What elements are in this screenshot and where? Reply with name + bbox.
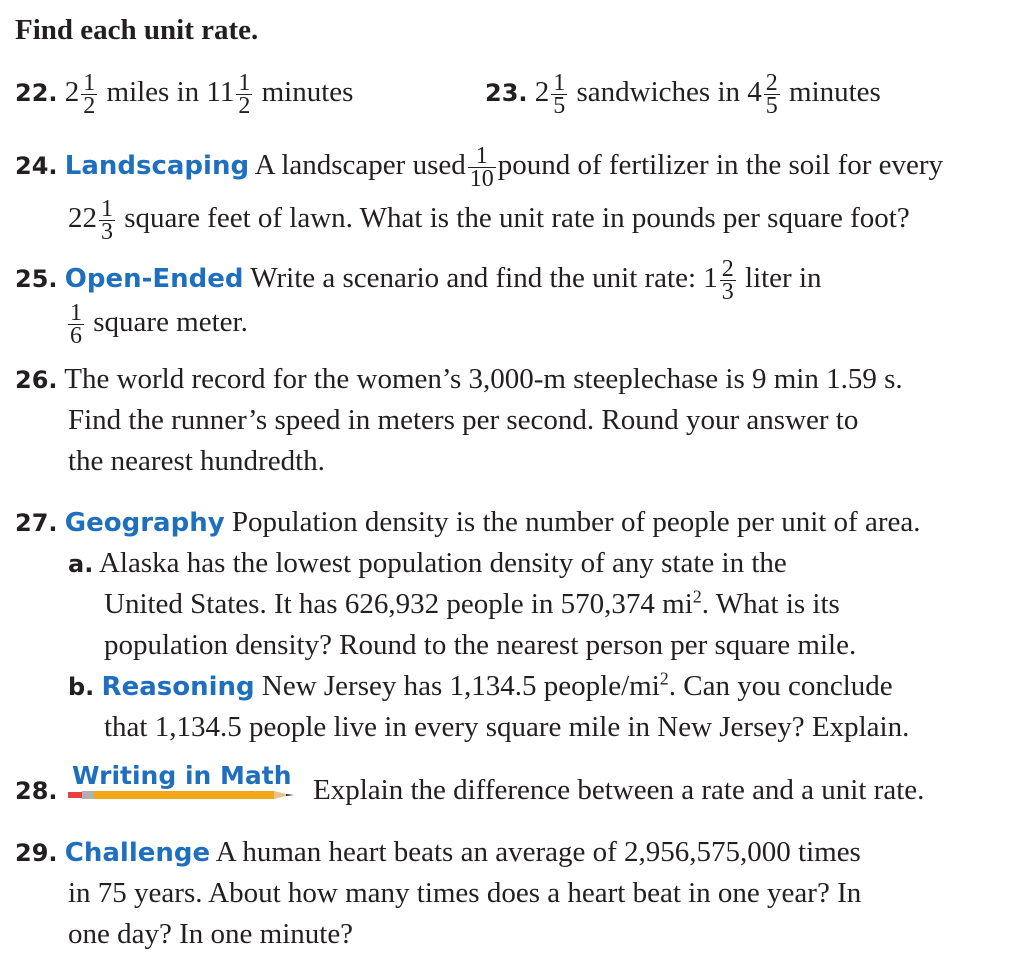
part-label: b. (68, 673, 95, 701)
problem-heading: Reasoning (101, 672, 255, 702)
problem-text: pound of fertilizer in the soil for every (497, 149, 944, 182)
problem-heading: Writing in Math (72, 761, 292, 790)
problem-number: 26. (15, 366, 58, 394)
problem-27a-line2 (104, 587, 840, 621)
problem-29-line2: in 75 years. About how many times does a heart beat in one year? In (68, 877, 862, 909)
whole-number: 2 (534, 76, 550, 109)
problem-text: liter in (745, 262, 822, 295)
fraction: $\frac{2}{5}$ (765, 70, 778, 119)
fraction: $\frac{2}{3}$ (721, 256, 734, 305)
problem-27a-line3: population density? Round to the nearest person per square mile. (104, 629, 857, 661)
problem-text: . Can you conclude (668, 670, 893, 702)
problem-28-text: Explain the difference between a rate and a unit rate. (313, 774, 925, 806)
problem-text: Write a scenario and find the unit rate: 1 (250, 262, 718, 295)
problem-29 (15, 835, 861, 870)
fraction: $\frac{1}{5}$ (553, 70, 566, 119)
problem-text: sandwiches in 4 (576, 76, 762, 109)
problem-heading: Open-Ended (64, 264, 244, 295)
problem-number: 24. (15, 152, 58, 181)
writing-in-math-heading (72, 758, 292, 793)
problem-text: miles in 11 (106, 76, 235, 109)
problem-text: United States. It has 626,932 people in 570,374 mi (104, 588, 693, 620)
problem-text: A human heart beats an average of 2,956,575,000 times (215, 836, 861, 868)
problem-24 (15, 145, 943, 190)
pencil-icon (68, 790, 294, 800)
problem-text: . What is its (701, 588, 840, 620)
problem-27b-line2: that 1,134.5 people live in every square mile in New Jersey? Explain. (104, 711, 910, 743)
fraction: $\frac{1}{3}$ (101, 196, 113, 245)
problem-29-line3: one day? In one minute? (68, 918, 354, 950)
problem-25-line2 (66, 302, 248, 347)
problem-number: 23. (485, 79, 528, 108)
whole-number: 22 (68, 202, 97, 235)
problem-26-line3: the nearest hundredth. (68, 445, 325, 477)
problem-text: square feet of lawn. What is the unit rate in pounds per square foot? (124, 202, 910, 235)
problem-23 (485, 72, 881, 117)
problem-number: 28. (15, 777, 58, 805)
problem-number: 22. (15, 79, 58, 108)
problem-26-line2: Find the runner’s speed in meters per second. Round your answer to (68, 404, 859, 436)
part-label: a. (68, 550, 94, 578)
problem-number: 29. (15, 839, 58, 867)
problem-27 (15, 505, 921, 540)
problem-number: 27. (15, 509, 58, 537)
problem-text: minutes (261, 76, 354, 109)
problem-24-line2 (68, 198, 910, 243)
problem-27a (68, 546, 787, 581)
problem-text: square meter. (93, 306, 248, 339)
fraction: $\frac{1}{2}$ (83, 70, 96, 119)
problem-heading: Challenge (64, 838, 211, 868)
problem-text: Alaska has the lowest population density of any state in the (98, 547, 787, 579)
problem-text: A landscaper used (254, 149, 466, 182)
fraction: $\frac{1}{2}$ (238, 70, 251, 119)
problem-27b (68, 669, 893, 704)
section-title: Find each unit rate. (15, 14, 259, 46)
exponent: 2 (692, 586, 702, 607)
problem-text: minutes (789, 76, 881, 109)
problem-heading: Geography (64, 508, 225, 538)
fraction: $\frac{1}{10}$ (469, 143, 494, 192)
problem-25 (15, 258, 822, 303)
exponent: 2 (659, 668, 669, 689)
problem-28 (15, 773, 58, 808)
fraction: $\frac{1}{6}$ (70, 300, 82, 349)
problem-text: Population density is the number of people per unit of area. (231, 506, 921, 538)
problem-26 (15, 362, 903, 397)
whole-number: 2 (64, 76, 80, 109)
problem-number: 25. (15, 265, 58, 294)
problem-22 (15, 72, 353, 117)
problem-text: New Jersey has 1,134.5 people/mi (261, 670, 660, 702)
problem-heading: Landscaping (64, 151, 250, 182)
problem-text: The world record for the women’s 3,000-m steeplechase is 9 min 1.59 s. (64, 363, 903, 395)
